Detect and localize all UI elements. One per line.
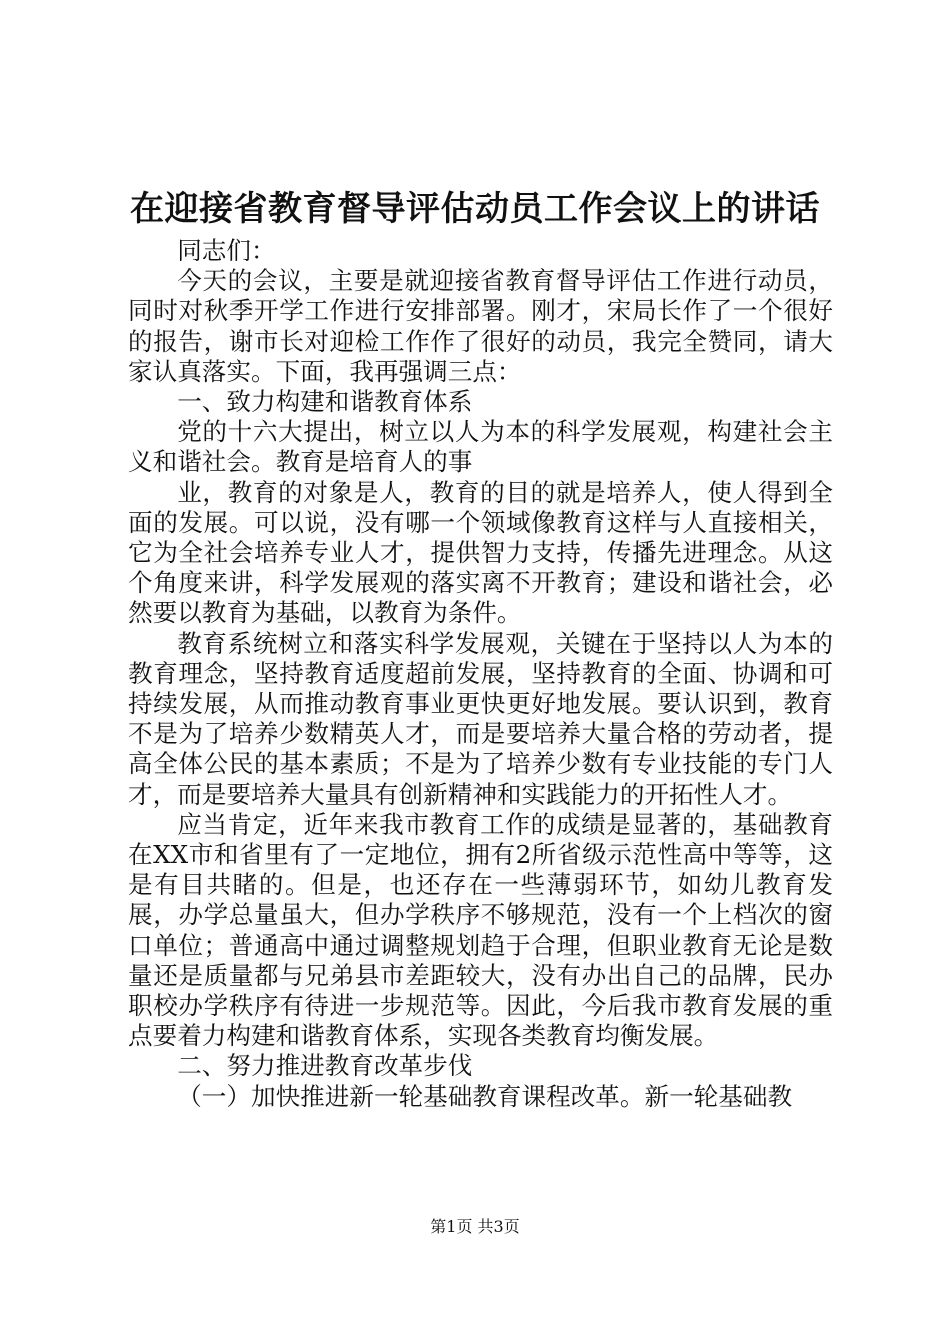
paragraph: 应当肯定，近年来我市教育工作的成绩是显著的，基础教育在XX市和省里有了一定地位，拥有2所省级示范性高中等等，这是有目共睹的。但是，也还存在一些薄弱环节，如幼儿教育发展，办学总量虽大，但办学秩序不够规范，没有一个上档次的窗口单位；普通高中通过调整规划趋于合理，但职业教育无论是数量还是质量都与兄弟县市差距较大，没有办出自己的品牌，民办职校办学秩序有待进一步规范等。因此，今后我市教育发展的重点要着力构建和谐教育体系，实现各类教育均衡发展。 (128, 809, 833, 1051)
paragraph: 党的十六大提出，树立以人为本的科学发展观，构建社会主义和谐社会。教育是培育人的事 (128, 417, 833, 477)
paragraph: （一）加快推进新一轮基础教育课程改革。新一轮基础教 (177, 1081, 793, 1111)
document-title: 在迎接省教育督导评估动员工作会议上的讲话 (130, 189, 820, 229)
salutation: 同志们： (177, 236, 276, 265)
paragraph: 教育系统树立和落实科学发展观，关键在于坚持以人为本的教育理念，坚持教育适度超前发展，坚持教育的全面、协调和可持续发展，从而推动教育事业更快更好地发展。要认识到，教育不是为了培养少数精英人才，而是要培养大量合格的劳动者，提高全体公民的基本素质；不是为了培养少数有专业技能的专门人才，而是要培养大量具有创新精神和实践能力的开拓性人才。 (128, 628, 833, 809)
page-footer: 第1页 共3页 (430, 1217, 520, 1236)
section-heading: 二、努力推进教育改革步伐 (177, 1051, 473, 1081)
document-body (128, 236, 833, 1112)
paragraph: 业，教育的对象是人，教育的目的就是培养人，使人得到全面的发展。可以说，没有哪一个领域像教育这样与人直接相关，它为全社会培养专业人才，提供智力支持，传播先进理念。从这个角度来讲，科学发展观的落实离不开教育；建设和谐社会，必然要以教育为基础，以教育为条件。 (128, 477, 833, 628)
paragraph: 今天的会议，主要是就迎接省教育督导评估工作进行动员，同时对秋季开学工作进行安排部署。刚才，宋局长作了一个很好的报告，谢市长对迎检工作作了很好的动员，我完全赞同，请大家认真落实。下面，我再强调三点： (128, 266, 833, 386)
section-heading: 一、致力构建和谐教育体系 (177, 387, 473, 417)
